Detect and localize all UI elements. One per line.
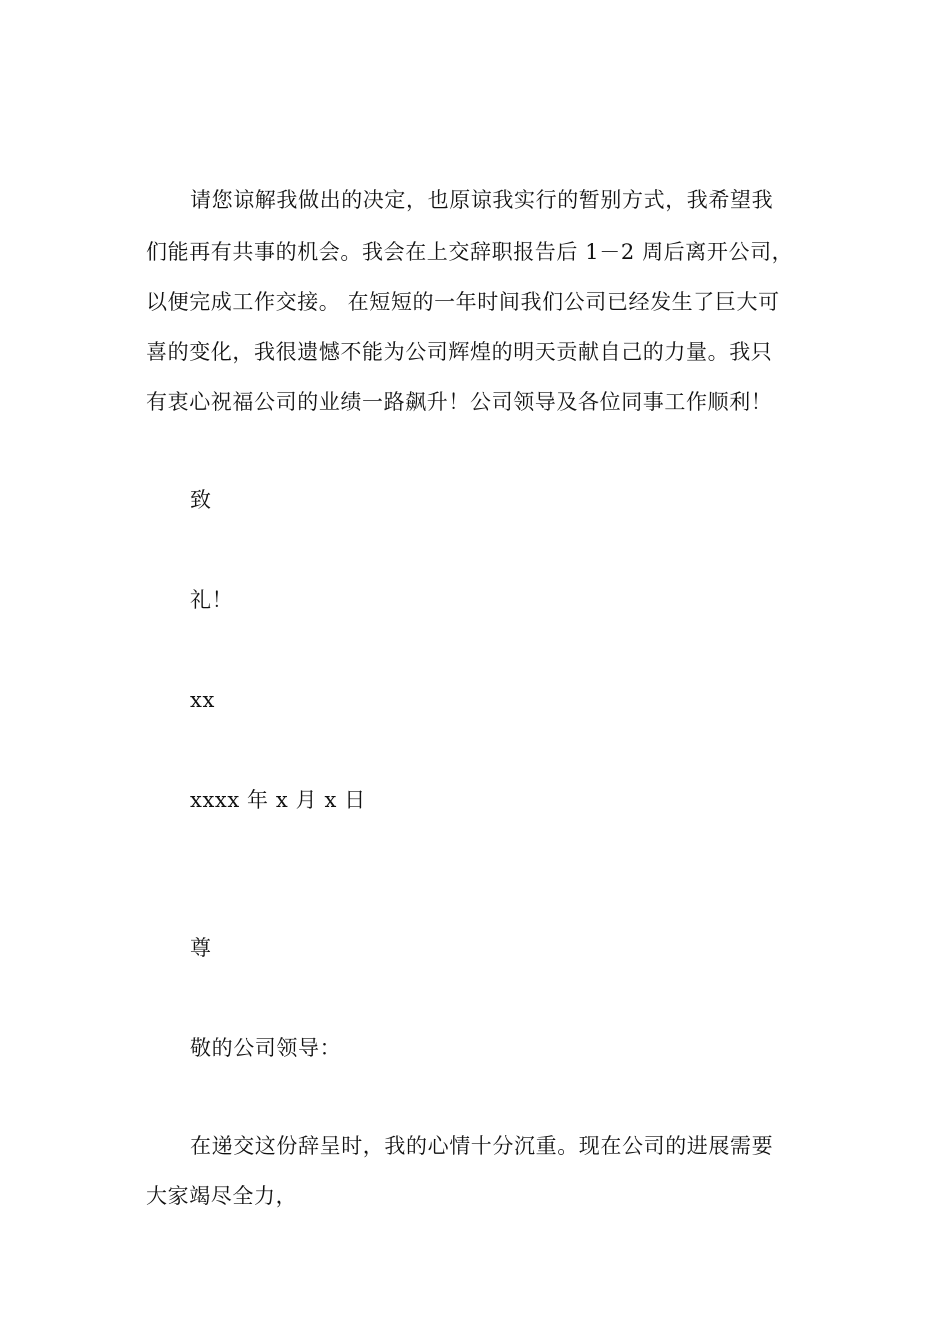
paragraph-1-line-1: 请您谅解我做出的决定，也原谅我实行的暂别方式，我希望我 [190,188,774,212]
closing-zhi: 致 [190,488,212,512]
signature-name: xx [190,688,215,712]
paragraph-1-line-2: 们能再有共事的机会。我会在上交辞职报告后 1－2 周后离开公司， [146,240,794,264]
salutation-part-1: 尊 [190,936,212,960]
signature-date: xxxx 年 x 月 x 日 [190,788,366,812]
closing-li: 礼！ [190,588,234,612]
paragraph-2-line-1: 在递交这份辞呈时，我的心情十分沉重。现在公司的进展需要 [190,1134,774,1158]
paragraph-1-line-3: 以便完成工作交接。 在短短的一年时间我们公司已经发生了巨大可 [146,290,780,314]
paragraph-2-line-2: 大家竭尽全力， [146,1184,298,1208]
paragraph-1-line-5: 有衷心祝福公司的业绩一路飙升！公司领导及各位同事工作顺利！ [146,390,773,414]
paragraph-1-line-4: 喜的变化，我很遗憾不能为公司辉煌的明天贡献自己的力量。我只 [146,340,773,364]
salutation-part-2: 敬的公司领导： [190,1036,342,1060]
